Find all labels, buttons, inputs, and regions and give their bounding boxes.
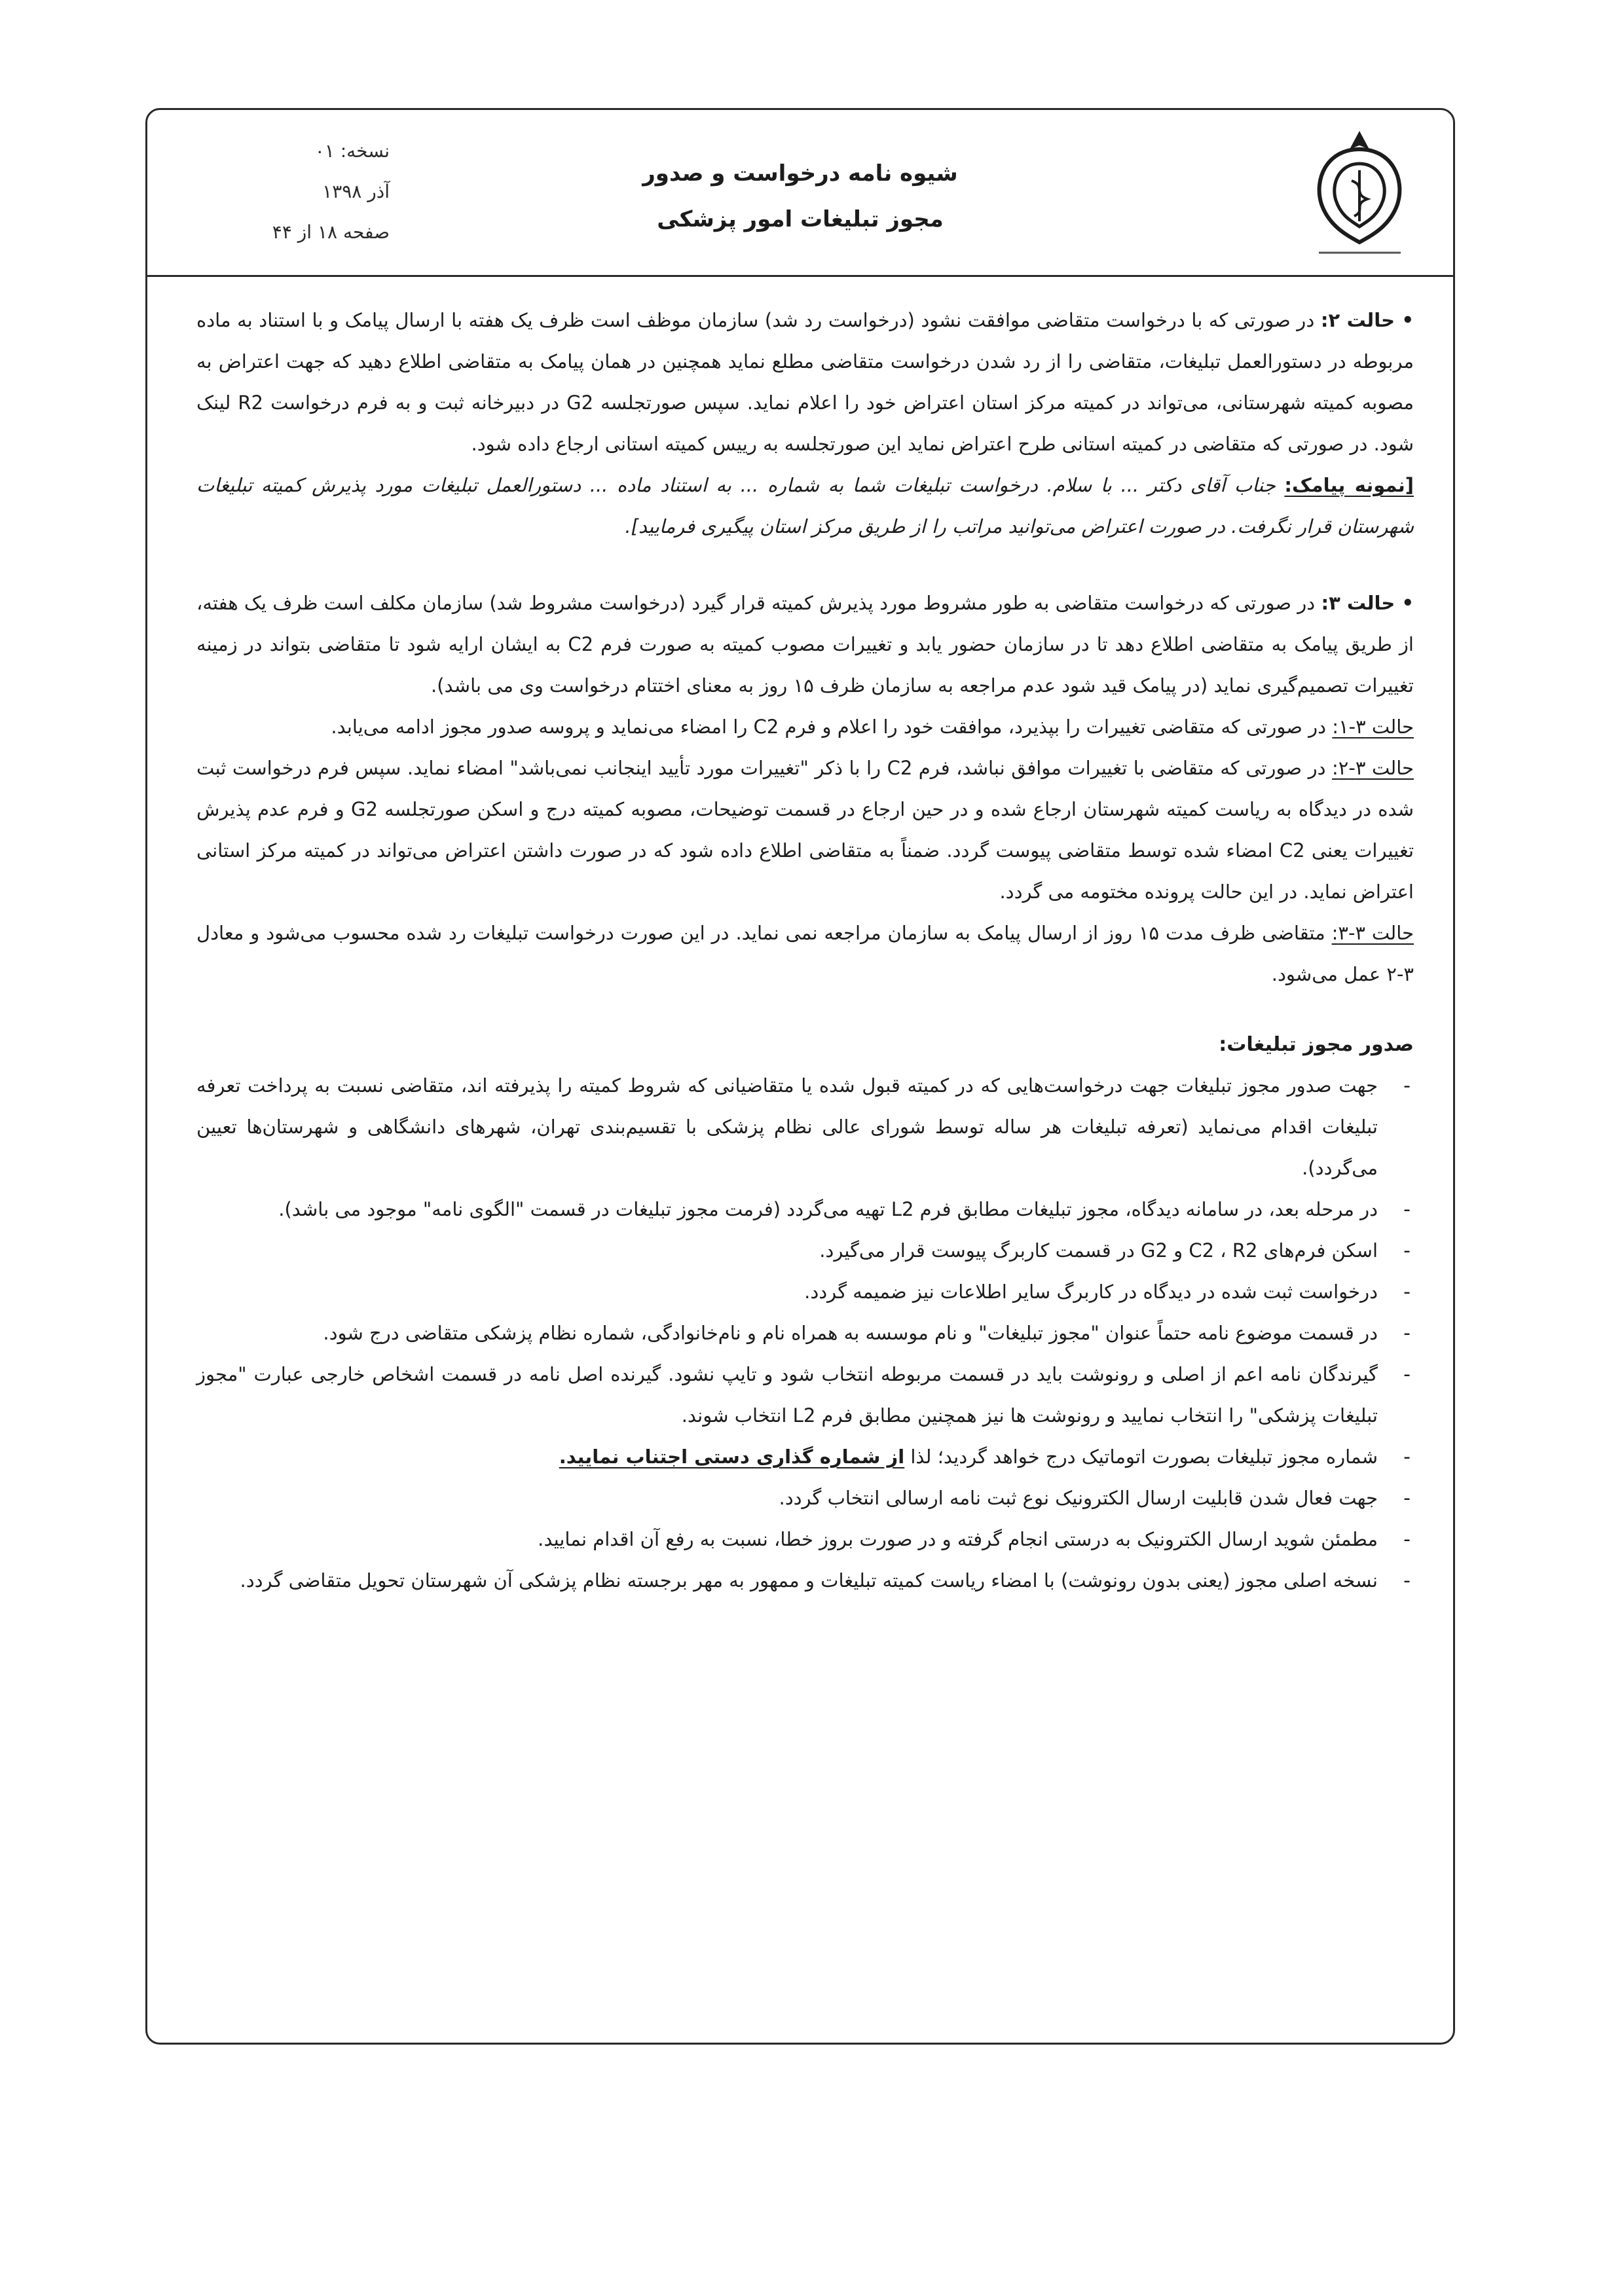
case-3-paragraph (196, 583, 1414, 706)
sms-sample-label: [نمونه پیامک: (1284, 474, 1414, 496)
list-item: - مطمئن شوید ارسال الکترونیک به درستی انجام گرفته و در صورت بروز خطا، نسبت به رفع آن اقدام نمایید. (196, 1519, 1414, 1560)
case-3-2-text: در صورتی که متقاضی با تغییرات موافق نباشد، فرم C2 را با ذکر "تغییرات مورد تأیید اینجانب نمی‌باشد" امضاء نماید. سپس فرم درخواست ثبت شده در دیدگاه به ریاست کمیته شهرستان ارجاع شده و در حین ارجاع در قسمت توضیحات، مصوبه کمیته درج و اسکن صورتجلسه G2 و فرم عدم پذیرش تغییرات یعنی C2 امضاء شده توسط متقاضی پیوست گردد. ضمناً به متقاضی اطلاع داده شود که در صورت داشتن اعتراض می‌تواند در کمیته مرکز استانی اعتراض نماید. در این حالت پرونده مختومه می گردد. (196, 757, 1414, 903)
license-section-title: صدور مجوز تبلیغات: (1219, 1033, 1414, 1056)
list-item: - جهت صدور مجوز تبلیغات جهت درخواست‌هایی که در کمیته قبول شده یا متقاضیانی که شروط کمیته را پذیرفته اند، متقاضی نسبت به پرداخت تعرفه تبلیغات اقدام می‌نماید (تعرفه تبلیغات هر ساله توسط شورای عالی نظام پزشکی با تقسیم‌بندی تهران، شهرهای دانشگاهی و شهرستان‌ها تعیین می‌گردد). (196, 1065, 1414, 1189)
list-item: - اسکن فرم‌های C2 ، R2 و G2 در قسمت کاربرگ پیوست قرار می‌گیرد. (196, 1230, 1414, 1271)
document-meta (193, 131, 390, 253)
case-3-text: در صورتی که درخواست متقاضی به طور مشروط مورد پذیرش کمیته قرار گیرد (درخواست مشروط شد) سازمان مکلف است ظرف یک هفته، از طریق پیامک به متقاضی اطلاع دهد تا در سازمان حضور یابد و تغییرات مصوب کمیته به صورت فرم C2 به ایشان ارایه شود تا متقاضی بتواند در زمینه تغییرات تصمیم‌گیری نماید (در پیامک قید شود عدم مراجعه به سازمان ظرف ۱۵ روز به معنای اختتام درخواست وی می باشد). (196, 592, 1414, 697)
sms-sample-text: جناب آقای دکتر ... با سلام. درخواست تبلیغات شما به شماره ... به استناد ماده ... دستورالعمل تبلیغات مورد پذیرش کمیته تبلیغات شهرستان قرار نگرفت. در صورت اعتراض می‌توانید مراتب را از طریق مرکز استان پیگیری فرمایید]. (196, 474, 1414, 538)
case-3-2-label: حالت ۳-۲: (1332, 757, 1414, 779)
list-item: - جهت فعال شدن قابلیت ارسال الکترونیک نوع ثبت نامه ارسالی انتخاب گردد. (196, 1478, 1414, 1519)
case-3-3-text: متقاضی ظرف مدت ۱۵ روز از ارسال پیامک به سازمان مراجعه نمی نماید. در این صورت درخواست تبلیغات رد شده محسوب می‌شود و معادل ۳-۲ عمل می‌شود. (196, 922, 1414, 985)
list-item: - در قسمت موضوع نامه حتماً عنوان "مجوز تبلیغات" و نام موسسه به همراه نام و نام‌خانوادگی، شماره نظام پزشکی متقاضی درج شود. (196, 1313, 1414, 1354)
numbering-text: شماره مجوز تبلیغات بصورت اتوماتیک درج خواهد گردید؛ لذا (910, 1446, 1378, 1468)
case-3-3-paragraph (196, 913, 1414, 995)
case-3-1-label: حالت ۳-۱: (1332, 716, 1414, 738)
sms-sample-paragraph (196, 465, 1414, 547)
case-2-paragraph (196, 300, 1414, 465)
document-body (196, 300, 1414, 1601)
list-item: - در مرحله بعد، در سامانه دیدگاه، مجوز تبلیغات مطابق فرم L2 تهیه می‌گردد (فرمت مجوز تبلیغات در قسمت "الگوی نامه" موجود می باشد). (196, 1189, 1414, 1230)
case-3-1-text: در صورتی که متقاضی تغییرات را بپذیرد، موافقت خود را اعلام و فرم C2 را امضاء می‌نماید و پروسه صدور مجوز ادامه می‌یابد. (331, 716, 1327, 738)
title-line-2: مجوز تبلیغات امور پزشکی (657, 206, 944, 232)
list-item: - نسخه اصلی مجوز (یعنی بدون رونوشت) با امضاء ریاست کمیته تبلیغات و ممهور به مهر برجسته نظام پزشکی آن شهرستان تحویل متقاضی گردد. (196, 1560, 1414, 1601)
case-3-2-paragraph (196, 748, 1414, 913)
numbering-emphasis: از شماره گذاری دستی اجتناب نمایید. (559, 1446, 905, 1468)
list-item: - گیرندگان نامه اعم از اصلی و رونوشت باید در قسمت مربوطه انتخاب شود و تایپ نشود. گیرنده اصل نامه در قسمت اشخاص خارجی عبارت "مجوز تبلیغات پزشکی" را انتخاب نمایید و رونوشت ها نیز همچنین مطابق فرم L2 انتخاب شوند. (196, 1354, 1414, 1436)
case-3-1-paragraph (196, 706, 1414, 748)
document-header (147, 110, 1453, 277)
date-label: آذر ۱۳۹۸ (322, 181, 390, 202)
version-label: نسخه: ۰۱ (314, 140, 390, 162)
title-line-1: شیوه نامه درخواست و صدور (642, 160, 958, 187)
list-item: - درخواست ثبت شده در دیدگاه در کاربرگ سایر اطلاعات نیز ضمیمه گردد. (196, 1271, 1414, 1313)
case-2-label: • حالت ۲: (1320, 309, 1414, 331)
case-3-3-label: حالت ۳-۳: (1331, 922, 1414, 944)
page-frame (145, 108, 1455, 2045)
page-number-label: صفحه ۱۸ از ۴۴ (272, 221, 390, 243)
list-item-numbering (196, 1436, 1414, 1478)
case-3-label: • حالت ۳: (1321, 592, 1414, 614)
license-steps-list (196, 1065, 1414, 1601)
case-2-text: در صورتی که با درخواست متقاضی موافقت نشود (درخواست رد شد) سازمان موظف است ظرف یک هفته با ارسال پیامک و با استناد به ماده مربوطه در دستورالعمل تبلیغات، متقاضی را از رد شدن درخواست متقاضی مطلع نماید همچنین در همان پیامک به متقاضی اطلاع دهید که جهت اعتراض به مصوبه کمیته شهرستانی، می‌تواند در کمیته مرکز استان اعتراض خود را اعلام نماید. سپس صورتجلسه G2 در دبیرخانه ثبت و به فرم درخواست R2 لینک شود. در صورتی که متقاضی در کمیته استانی طرح اعتراض نماید این صورتجلسه به رییس کمیته استانی ارجاع داده شود. (196, 309, 1414, 455)
